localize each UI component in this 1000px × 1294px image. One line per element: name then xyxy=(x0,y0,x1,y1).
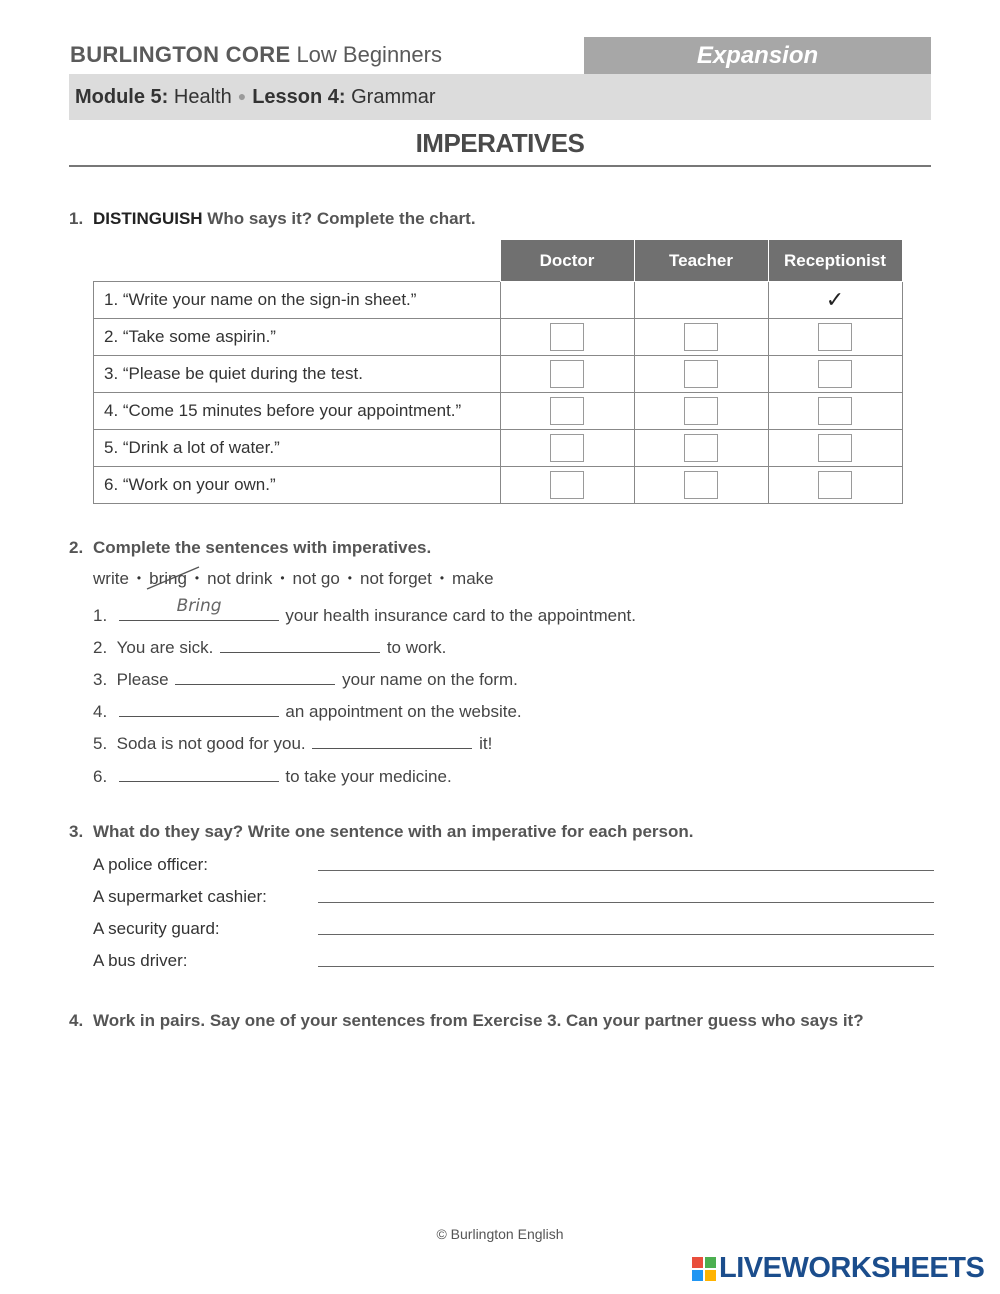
word-bank-item: bring xyxy=(149,569,187,588)
exercise-2-instruction: Complete the sentences with imperatives. xyxy=(93,538,432,557)
checkbox-4-receptionist[interactable] xyxy=(818,397,852,425)
checkbox-2-teacher[interactable] xyxy=(684,323,718,351)
table-row xyxy=(94,393,903,430)
exercise-3-instruction: What do they say? Write one sentence with an imperative for each person. xyxy=(93,822,694,841)
answer-cell-3-doctor xyxy=(500,356,634,393)
bullet-icon: • xyxy=(280,571,285,585)
brand-title xyxy=(70,42,442,68)
checkbox-3-teacher[interactable] xyxy=(684,360,718,388)
liveworksheets-logo-text: LIVEWORKSHEETS xyxy=(719,1252,985,1284)
answer-cell-5-doctor xyxy=(500,430,634,467)
answer-blank-3[interactable] xyxy=(175,666,335,685)
sentence-text: to work. xyxy=(386,638,447,657)
answer-blank-2[interactable] xyxy=(220,634,380,653)
word-bank xyxy=(93,569,494,589)
module-lesson-line xyxy=(75,86,436,109)
table-row xyxy=(94,430,903,467)
exercise-3-heading xyxy=(69,822,694,842)
checkbox-5-teacher[interactable] xyxy=(684,434,718,462)
table-row xyxy=(94,356,903,393)
chart-header-row xyxy=(94,240,903,282)
expansion-banner xyxy=(584,37,931,74)
checkbox-5-doctor[interactable] xyxy=(550,434,584,462)
answer-blank-6[interactable] xyxy=(119,763,279,782)
lesson-label: Lesson 4: xyxy=(252,86,346,108)
sentence-text: it! xyxy=(479,734,493,753)
bullet-dot-icon: ● xyxy=(237,88,247,104)
answer-blank-5[interactable] xyxy=(312,730,472,749)
answer-cell-4-receptionist xyxy=(768,393,902,430)
writing-line-1[interactable] xyxy=(318,870,934,871)
handwritten-answer: Bring xyxy=(176,596,222,616)
bullet-icon: • xyxy=(347,571,352,585)
brand-name: BURLINGTON CORE xyxy=(70,42,291,67)
statement-6: 6. “Work on your own.” xyxy=(94,467,501,504)
expansion-label: Expansion xyxy=(696,42,819,69)
sentence-3 xyxy=(93,666,518,690)
answer-cell-2-teacher xyxy=(634,319,768,356)
answer-cell-6-teacher xyxy=(634,467,768,504)
bullet-icon: • xyxy=(439,571,445,585)
sentence-number: 2. xyxy=(93,638,108,657)
checkbox-6-teacher[interactable] xyxy=(684,471,718,499)
sentence-number: 3. xyxy=(93,670,108,689)
exercise-2-heading xyxy=(69,538,431,558)
sentence-6 xyxy=(93,763,452,787)
checkbox-3-receptionist[interactable] xyxy=(818,360,852,388)
liveworksheets-logo[interactable] xyxy=(692,1252,984,1285)
sentence-text: Please xyxy=(116,670,169,689)
brand-level: Low Beginners xyxy=(296,42,442,67)
sentence-number: 1. xyxy=(93,606,108,625)
column-teacher: Teacher xyxy=(634,240,768,282)
answer-cell-3-receptionist xyxy=(768,356,902,393)
writing-line-3[interactable] xyxy=(318,934,934,935)
answer-cell-1-receptionist[interactable] xyxy=(768,282,902,319)
exercise-3-number: 3. xyxy=(69,822,84,841)
exercise-2-number: 2. xyxy=(69,538,84,557)
lesson-name: Grammar xyxy=(351,86,436,108)
table-row xyxy=(94,282,903,319)
checkbox-2-receptionist[interactable] xyxy=(818,323,852,351)
bullet-icon: • xyxy=(136,571,142,585)
answer-cell-4-teacher xyxy=(634,393,768,430)
sentence-number: 4. xyxy=(93,702,108,721)
checkbox-6-receptionist[interactable] xyxy=(818,471,852,499)
exercise-4-heading xyxy=(69,1011,864,1031)
column-receptionist: Receptionist xyxy=(768,240,902,282)
answer-cell-5-receptionist xyxy=(768,430,902,467)
sentence-5 xyxy=(93,730,492,754)
exercise-1-keyword: DISTINGUISH xyxy=(93,209,203,228)
sentence-1 xyxy=(93,596,636,626)
checkbox-3-doctor[interactable] xyxy=(550,360,584,388)
who-says-it-chart xyxy=(93,240,903,504)
answer-cell-3-teacher xyxy=(634,356,768,393)
writing-line-4[interactable] xyxy=(318,966,934,967)
checkbox-4-doctor[interactable] xyxy=(550,397,584,425)
title-divider xyxy=(69,165,931,167)
answer-cell-1-teacher[interactable] xyxy=(634,282,768,319)
sentence-text: to take your medicine. xyxy=(285,767,452,786)
answer-cell-6-receptionist xyxy=(768,467,902,504)
column-doctor: Doctor xyxy=(500,240,634,282)
person-label: A security guard: xyxy=(93,919,220,938)
page-title: IMPERATIVES xyxy=(415,128,585,158)
word-bank-item: not drink xyxy=(207,569,273,588)
sentence-text: an appointment on the website. xyxy=(285,702,522,721)
word-bank-item: make xyxy=(452,569,494,588)
word-bank-item: not forget xyxy=(360,569,432,588)
statement-1: 1. “Write your name on the sign-in sheet.” xyxy=(94,282,501,319)
statement-5: 5. “Drink a lot of water.” xyxy=(94,430,501,467)
answer-cell-2-doctor xyxy=(500,319,634,356)
module-bar xyxy=(69,74,931,120)
table-row xyxy=(94,319,903,356)
word-bank-item: not go xyxy=(292,569,340,588)
answer-cell-4-doctor xyxy=(500,393,634,430)
liveworksheets-logo-icon xyxy=(692,1257,716,1281)
exercise-1-heading xyxy=(69,209,476,229)
exercise-1-instruction: Who says it? Complete the chart. xyxy=(207,209,476,228)
person-label: A supermarket cashier: xyxy=(93,887,267,906)
checkmark-icon: ✓ xyxy=(825,287,845,312)
sentence-text: your name on the form. xyxy=(342,670,518,689)
module-label: Module 5: xyxy=(75,86,169,108)
word-bank-item-crossed xyxy=(149,569,187,588)
sentence-number: 5. xyxy=(93,734,108,753)
checkbox-6-doctor[interactable] xyxy=(550,471,584,499)
table-row xyxy=(94,467,903,504)
bullet-icon: • xyxy=(194,571,200,585)
chart-header-blank xyxy=(96,240,498,276)
exercise-4-instruction: Work in pairs. Say one of your sentences from Exercise 3. Can your partner guess who says it? xyxy=(93,1011,864,1030)
statement-2: 2. “Take some aspirin.” xyxy=(94,319,501,356)
writing-line-2[interactable] xyxy=(318,902,934,903)
sentence-text: Soda is not good for you. xyxy=(116,734,306,753)
sentence-text: You are sick. xyxy=(116,638,214,657)
exercise-4-number: 4. xyxy=(69,1011,84,1030)
checkbox-4-teacher[interactable] xyxy=(684,397,718,425)
module-name: Health xyxy=(173,86,232,108)
checkbox-2-doctor[interactable] xyxy=(550,323,584,351)
copyright-notice: © Burlington English xyxy=(436,1226,564,1242)
answer-cell-2-receptionist xyxy=(768,319,902,356)
statement-3: 3. “Please be quiet during the test. xyxy=(94,356,501,393)
answer-cell-1-doctor[interactable] xyxy=(500,282,634,319)
answer-cell-6-doctor xyxy=(500,467,634,504)
sentence-text: your health insurance card to the appointment. xyxy=(285,606,636,625)
checkbox-5-receptionist[interactable] xyxy=(818,434,852,462)
word-bank-item: write xyxy=(93,569,129,588)
sentence-number: 6. xyxy=(93,767,108,786)
answer-blank-1[interactable] xyxy=(119,596,279,621)
person-label: A bus driver: xyxy=(93,951,188,970)
sentence-2 xyxy=(93,634,446,658)
answer-cell-5-teacher xyxy=(634,430,768,467)
person-label: A police officer: xyxy=(93,855,208,874)
sentence-4 xyxy=(93,698,522,722)
answer-blank-4[interactable] xyxy=(119,698,279,717)
exercise-1-number: 1. xyxy=(69,209,84,228)
statement-4: 4. “Come 15 minutes before your appointment.” xyxy=(94,393,501,430)
